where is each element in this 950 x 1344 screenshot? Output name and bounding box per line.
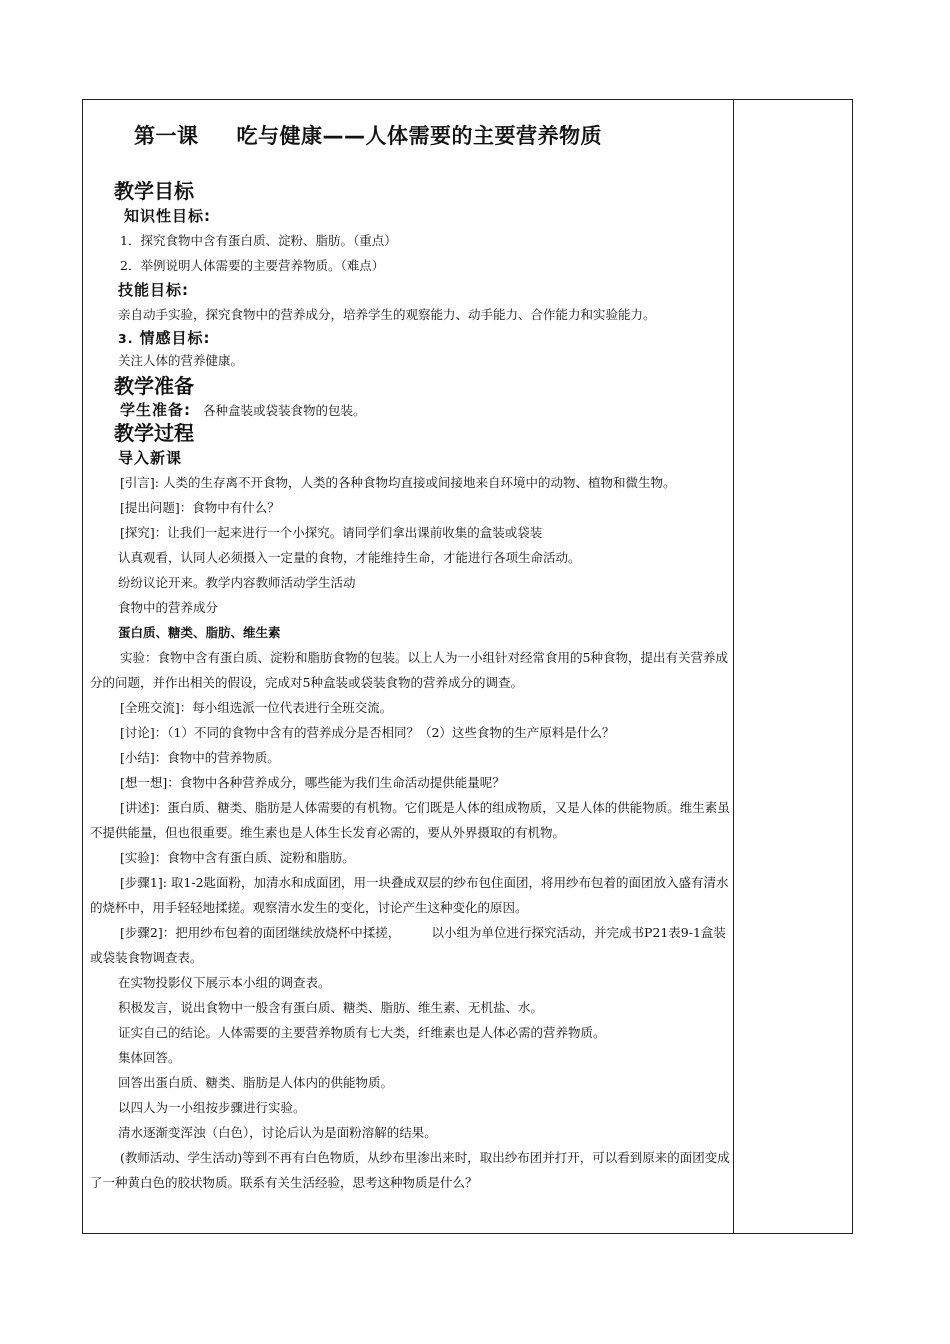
paragraph-line: 积极发言，说出食物中一般含有蛋白质、糖类、脂肪、维生素、无机盐、水。 bbox=[118, 1000, 544, 1015]
paragraph-line: 认真观看，认同人必须摄入一定量的食物，才能维持生命，才能进行各项生命活动。 bbox=[118, 550, 581, 565]
heading-teaching-preparation: 教学准备 bbox=[114, 374, 194, 398]
heading-knowledge-goals: 知识性目标: bbox=[124, 207, 211, 225]
emotion-goal-number: 3. bbox=[118, 331, 134, 346]
nutrient-list: 蛋白质、糖类、脂肪、维生素 bbox=[118, 625, 281, 640]
paragraph-line: [全班交流]：每小组选派一位代表进行全班交流。 bbox=[120, 700, 393, 715]
paragraph-line: 食物中的营养成分 bbox=[118, 600, 219, 615]
knowledge-goal-2: 2．举例说明人体需要的主要营养物质。（难点） bbox=[120, 258, 385, 273]
title-lesson-number: 第一课 bbox=[134, 124, 199, 148]
heading-teaching-goals: 教学目标 bbox=[114, 179, 194, 203]
paragraph-line: [小结]：食物中的营养物质。 bbox=[120, 750, 280, 765]
paragraph-line: [探究]：让我们一起来进行一个小探究。请同学们拿出课前收集的盒装或袋装 bbox=[120, 525, 543, 540]
lesson-content bbox=[90, 120, 730, 1195]
emotion-goal-text: 关注人体的营养健康。 bbox=[118, 353, 244, 368]
heading-emotion-goals: 情感目标: bbox=[139, 329, 211, 347]
paragraph-line: [讨论]：（1）不同的食物中含有的营养成分是否相同？（2）这些食物的生产原料是什么？ bbox=[120, 725, 615, 740]
paragraph-line: 在实物投影仪下展示本小组的调查表。 bbox=[118, 975, 331, 990]
table-column-divider bbox=[733, 99, 734, 1234]
paragraph-line: 实验：食物中含有蛋白质、淀粉和脂肪食物的包装。以上人为一小组针对经常食用的5种食物，提出有关营养成分的问题，并作出相关的假设，完成对5种盒装或袋装食物的营养成分的调查。 bbox=[90, 650, 728, 690]
paragraph-line: 回答出蛋白质、糖类、脂肪是人体内的供能物质。 bbox=[118, 1075, 394, 1090]
heading-student-preparation: 学生准备: bbox=[120, 401, 191, 419]
skill-goal-text: 亲自动手实验，探究食物中的营养成分，培养学生的观察能力、动手能力、合作能力和实验能力。 bbox=[118, 307, 656, 322]
paragraph-line: [提出问题]：食物中有什么？ bbox=[120, 500, 280, 515]
knowledge-goal-1: 1．探究食物中含有蛋白质、淀粉、脂肪。（重点） bbox=[120, 233, 397, 248]
paragraph-line: [想一想]：食物中各种营养成分，哪些能为我们生命活动提供能量呢？ bbox=[120, 775, 505, 790]
paragraph-line: [步骤1]: 取1-2匙面粉，加清水和成面团，用一块叠成双层的纱布包住面团，将用纱布包着的面团放入盛有清水的烧杯中，用手轻轻地揉搓。观察清水发生的变化，讨论产生这种变化的原因。 bbox=[90, 875, 729, 915]
student-preparation-text: 各种盒装或袋装食物的包装。 bbox=[203, 403, 366, 418]
page-title bbox=[90, 120, 730, 150]
paragraph-line: [实验]：食物中含有蛋白质、淀粉和脂肪。 bbox=[120, 850, 355, 865]
paragraph-line: 纷纷议论开来。教学内容教师活动学生活动 bbox=[118, 575, 356, 590]
paragraph-line: [引言]: 人类的生存离不开食物，人类的各种食物均直接或间接地来自环境中的动物、植物和微生物。 bbox=[120, 475, 676, 490]
paragraph-line: [讲述]：蛋白质、糖类、脂肪是人体需要的有机物。它们既是人体的组成物质，又是人体的供能物质。维生素虽不提供能量，但也很重要。维生素也是人体生长发育必需的，要从外界摄取的有机物。 bbox=[90, 800, 730, 840]
heading-introduction: 导入新课 bbox=[118, 449, 183, 467]
paragraph-line: (教师活动、学生活动)等到不再有白色物质，从纱布里渗出来时，取出纱布团并打开，可以看到原来的面团变成了一种黄白色的胶状物质。联系有关生活经验，思考这种物质是什么？ bbox=[90, 1150, 730, 1190]
paragraph-line: 集体回答。 bbox=[118, 1050, 181, 1065]
title-topic: 吃与健康——人体需要的主要营养物质 bbox=[236, 124, 602, 148]
paragraph-line: 以四人为一小组按步骤进行实验。 bbox=[118, 1100, 306, 1115]
paragraph-line: 证实自己的结论。人体需要的主要营养物质有七大类，纤维素也是人体必需的营养物质。 bbox=[118, 1025, 606, 1040]
paragraph-line: 清水逐渐变浑浊（白色），讨论后认为是面粉溶解的结果。 bbox=[118, 1125, 437, 1140]
heading-teaching-process: 教学过程 bbox=[114, 421, 194, 445]
heading-skill-goals: 技能目标: bbox=[118, 281, 189, 299]
paragraph-line: [步骤2]：把用纱布包着的面团继续放烧杯中揉搓， 以小组为单位进行探究活动，并完成书P21表9-1盒装或袋装食物调查表。 bbox=[90, 925, 726, 965]
